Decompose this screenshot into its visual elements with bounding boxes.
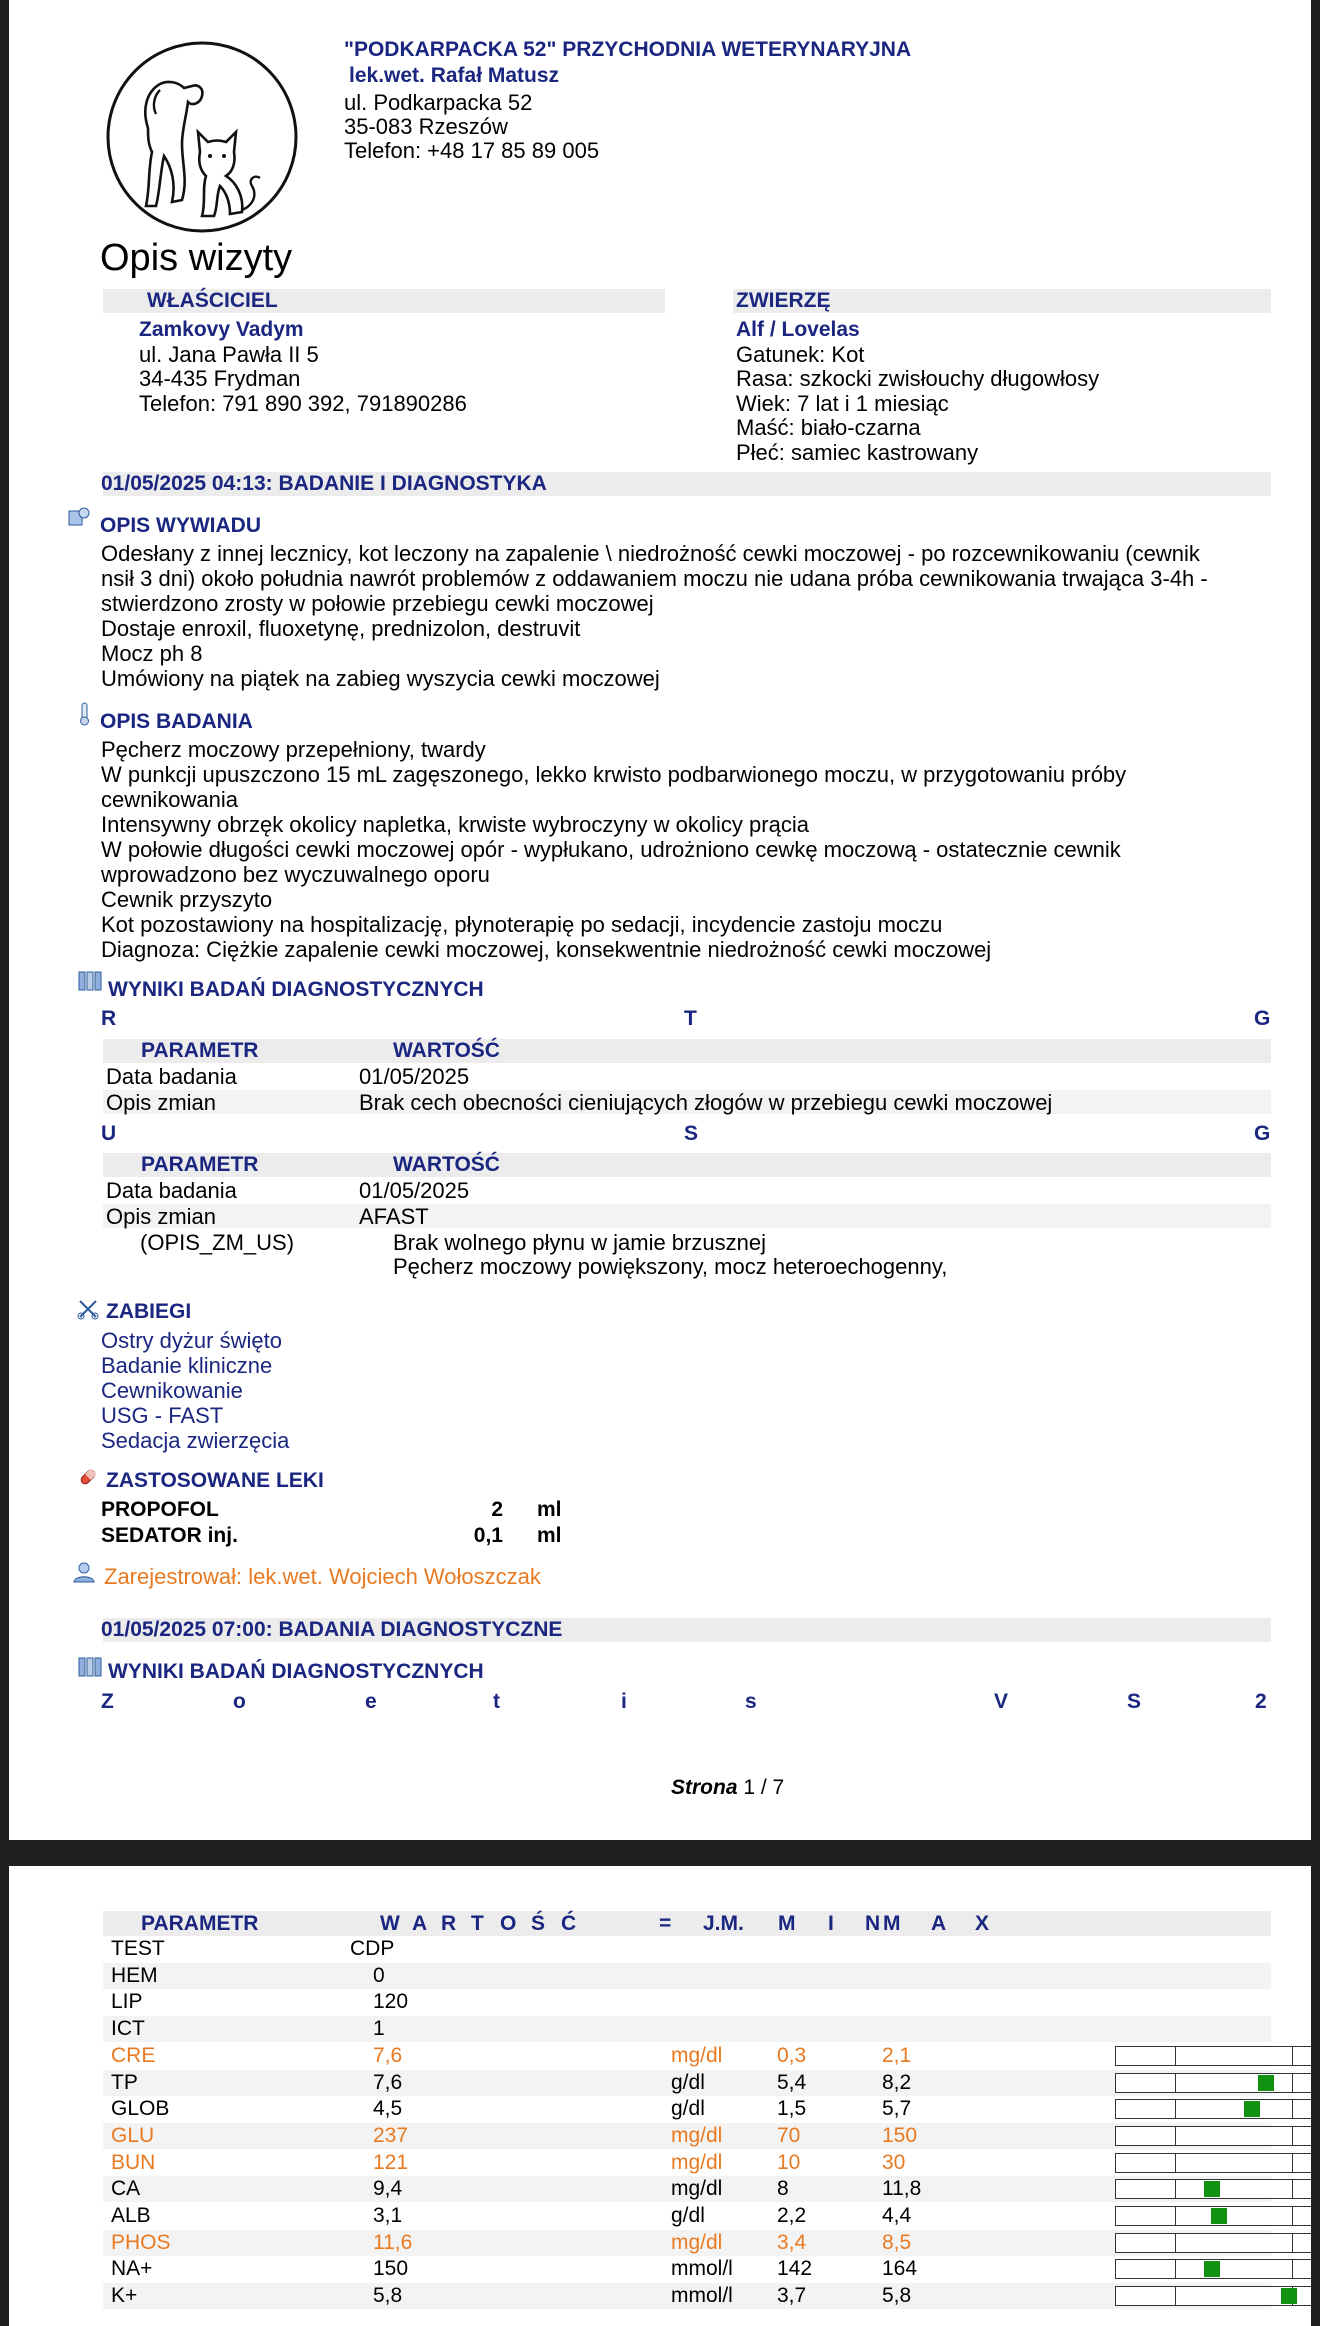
exam-line: Pęcherz moczowy przepełniony, twardy [101,737,486,762]
lab-max: 5,7 [882,2097,912,2121]
history-line: nsił 3 dni) około południa nawrót problemów z oddawaniem moczu nie udana próba cewnikowania trwająca 3-4h - [101,566,1208,591]
clinic-phone: Telefon: +48 17 85 89 005 [344,138,600,163]
lab-unit: mg/dl [671,2177,723,2201]
drug-unit: ml [537,1524,562,1547]
gauge-min-divider [1175,2100,1176,2118]
lab-max: 164 [882,2257,918,2281]
exam-title: OPIS BADANIA [100,710,253,733]
usg-param-date: Data badania [106,1178,237,1203]
gauge-min-divider [1175,2180,1176,2198]
lab-row-glu [103,2123,1271,2149]
zoetis-letter: e [365,1690,377,1713]
gauge-min-divider [1175,2127,1176,2145]
lab-value: 1 [373,2017,385,2041]
report-page-1 [9,0,1311,1840]
exam-line: wprowadzono bez wyczuwalnego oporu [101,862,490,887]
zoetis-letter: V [994,1690,1009,1713]
rtg-col-value: WARTOŚĆ [393,1039,500,1062]
usg-value-date: 01/05/2025 [359,1178,470,1203]
scissors-icon [77,1298,99,1320]
lab-row-glob [103,2096,1271,2122]
lab-col-param: PARAMETR [141,1912,259,1935]
history-line: Dostaje enroxil, fluoxetynę, prednizolon, destruvit [101,616,581,641]
drug-amount: 0,1 [473,1524,503,1547]
exam-line: cewnikowania [101,787,238,812]
animal-color: Maść: biało-czarna [736,415,921,440]
lab-value: 120 [373,1990,409,2014]
lab-col-min-letter: M [778,1912,796,1935]
drug-unit: ml [537,1498,562,1521]
lab-value: 237 [373,2123,409,2147]
lab-row-lip [103,1989,1271,2015]
lab-unit: mmol/l [671,2257,733,2281]
lab-range-gauge [1115,2286,1311,2306]
lab-param: CA [111,2177,141,2201]
lab-row-bun [103,2150,1271,2176]
usg-letter-u: U [101,1122,117,1145]
animal-species: Gatunek: Kot [736,342,865,367]
gauge-marker [1211,2208,1227,2224]
gauge-min-divider [1175,2154,1176,2172]
animal-breed: Rasa: szkocki zwisłouchy długowłosy [736,366,1100,391]
animal-age: Wiek: 7 lat i 1 miesiąc [736,391,949,416]
history-line: Odesłany z innej lecznicy, kot leczony na zapalenie \ niedrożność cewki moczowej - po rozcewnikowaniu (cewnik [101,541,1200,566]
usg-letter-s: S [684,1122,699,1145]
lab-value: CDP [350,1937,395,1960]
lab-param: K+ [111,2284,138,2308]
animal-sex: Płeć: samiec kastrowany [736,440,979,465]
procedures-title: ZABIEGI [106,1300,192,1323]
procedure-item: Badanie kliniczne [101,1353,273,1378]
gauge-min-divider [1175,2260,1176,2278]
lab-min: 142 [777,2257,813,2281]
lab-max: 150 [882,2123,918,2147]
lab-unit: g/dl [671,2097,705,2121]
pill-icon [77,1466,99,1488]
history-title: OPIS WYWIADU [100,514,261,537]
lab-col-max-letter: X [975,1912,990,1935]
lab-param: PHOS [111,2230,171,2254]
lab-min: 3,4 [777,2230,807,2254]
lab-range-gauge [1115,2206,1311,2226]
lab-unit: mg/dl [671,2123,723,2147]
owner-phone: Telefon: 791 890 392, 791890286 [139,391,467,416]
lab-max: 5,8 [882,2284,912,2308]
lab-param: ALB [111,2204,151,2227]
lab-param: GLOB [111,2097,170,2121]
lab-col-max-letter: M [883,1912,901,1935]
gauge-max-divider [1292,2154,1293,2172]
lab-value: 11,6 [373,2230,413,2254]
report-page-2 [9,1866,1311,2326]
usg-value-desc: AFAST [359,1204,429,1229]
owner-city: 34-435 Frydman [139,366,301,391]
lab-min: 2,2 [777,2204,807,2227]
document-title: Opis wizyty [100,237,293,279]
rtg-letter-g: G [1254,1007,1271,1030]
exam-line: Intensywny obrzęk okolicy napletka, krwiste wybroczyny w okolicy prącia [101,812,809,837]
lab-param: LIP [111,1990,143,2014]
exam-line: W połowie długości cewki moczowej opór - wypłukano, udrożniono cewkę moczową - ostatecznie cewnik [101,837,1121,862]
lab-col-value-letter: Ś [531,1912,546,1935]
lab-unit: mg/dl [671,2150,723,2174]
lab-row-k [103,2283,1271,2309]
lab-col-value-letter: O [500,1912,517,1935]
procedure-item: Cewnikowanie [101,1378,243,1403]
lab-unit: mmol/l [671,2284,733,2308]
lab-value: 9,4 [373,2177,403,2201]
gauge-min-divider [1175,2047,1176,2065]
footer-page-number: 1 [743,1776,756,1799]
drug-amount: 2 [491,1498,503,1521]
lab-max: 2,1 [882,2043,912,2067]
lab-row-cre [103,2043,1271,2069]
usg-code: (OPIS_ZM_US) [140,1230,295,1255]
lab-row-ca [103,2176,1271,2202]
lab-param: ICT [111,2017,145,2041]
lab-row-test [103,1936,1271,1962]
gauge-max-divider [1292,2180,1293,2198]
clipboard-icon [67,506,89,528]
rtg-letter-r: R [101,1007,117,1030]
gauge-marker [1204,2181,1220,2197]
gauge-max-divider [1292,2100,1293,2118]
lab-range-gauge [1115,2126,1311,2146]
owner-heading: WŁAŚCICIEL [147,289,278,312]
usg-col-value: WARTOŚĆ [393,1153,500,1176]
lab-col-unit: J.M. [703,1912,744,1935]
history-line: Umówiony na piątek na zabieg wyszycia cewki moczowej [101,666,660,691]
gauge-min-divider [1175,2074,1176,2092]
usg-row-band [103,1204,1271,1228]
lab-min: 5,4 [777,2070,807,2094]
lab-col-eq: = [659,1912,672,1935]
rtg-value-date: 01/05/2025 [359,1064,470,1089]
lab-row-ict [103,2016,1271,2042]
gauge-marker [1258,2075,1274,2091]
results-title: WYNIKI BADAŃ DIAGNOSTYCZNYCH [108,978,484,1001]
footer-strona: Strona [671,1776,738,1799]
lab-max: 8,2 [882,2070,912,2094]
exam-text [101,737,1126,962]
lab-row-hem [103,1963,1271,1989]
zoetis-letter: Z [101,1690,114,1713]
zoetis-letter: o [233,1690,246,1713]
zoetis-letter: t [493,1690,500,1713]
usg-param-desc: Opis zmian [106,1204,217,1229]
clinic-street: ul. Podkarpacka 52 [344,90,533,115]
history-text [101,541,1208,691]
gauge-min-divider [1175,2234,1176,2252]
animal-heading: ZWIERZĘ [736,289,831,312]
gauge-min-divider [1175,2287,1176,2305]
clinic-doctor: lek.wet. Rafał Matusz [349,64,560,87]
lab-col-min-letter: I [828,1912,834,1935]
lab-min: 0,3 [777,2043,807,2067]
lab-range-gauge [1115,2259,1311,2279]
lab-unit: g/dl [671,2070,705,2094]
lab-param: BUN [111,2150,156,2174]
lab-col-value-letter: T [471,1912,484,1935]
gauge-marker [1204,2261,1220,2277]
owner-street: ul. Jana Pawła II 5 [139,342,319,367]
drug-name: SEDATOR inj. [101,1524,238,1547]
animal-name: Alf / Lovelas [736,318,860,341]
lab-param: CRE [111,2043,156,2067]
results-title-2: WYNIKI BADAŃ DIAGNOSTYCZNYCH [108,1660,484,1683]
lab-col-value-letter: W [380,1912,400,1935]
lab-param: GLU [111,2123,155,2147]
lab-range-gauge [1115,2073,1311,2093]
lab-row-phos [103,2230,1271,2256]
gauge-max-divider [1292,2047,1293,2065]
page-footer [671,1775,784,1800]
lab-header-band [103,1911,1271,1936]
rtg-letter-t: T [684,1007,697,1030]
lab-col-value-letter: A [412,1912,428,1935]
lab-row-alb [103,2203,1271,2229]
lab-value: 7,6 [373,2070,403,2094]
rtg-param-desc: Opis zmian [106,1090,217,1115]
lab-min: 8 [777,2177,789,2201]
zoetis-letter: 2 [1255,1690,1267,1713]
procedure-item: Sedacja zwierzęcia [101,1428,290,1453]
gauge-max-divider [1292,2127,1293,2145]
exam-line: Cewnik przyszyto [101,887,273,912]
lab-col-value-letter: Ć [561,1912,577,1935]
gauge-max-divider [1292,2074,1293,2092]
lab-range-gauge [1115,2179,1311,2199]
lab-row-na [103,2256,1271,2282]
test-tubes-icon [77,970,99,992]
gauge-marker [1281,2288,1297,2304]
gauge-min-divider [1175,2207,1176,2225]
lab-param: TEST [111,1937,165,1960]
lab-value: 0 [373,1963,385,1987]
lab-min: 10 [777,2150,801,2174]
test-tubes-icon [77,1656,99,1678]
history-line: stwierdzono zrosty w połowie przebiegu cewki moczowej [101,591,654,616]
zoetis-letter: S [1127,1690,1142,1713]
lab-range-gauge [1115,2153,1311,2173]
owner-name: Zamkovy Vadym [139,318,304,341]
lab-min: 3,7 [777,2284,807,2308]
footer-total: / 7 [760,1776,785,1799]
usg-table-header-band [103,1153,1271,1177]
usg-letter-g: G [1254,1122,1271,1145]
lab-min: 70 [777,2123,801,2147]
exam-line: Kot pozostawiony na hospitalizację, płynoterapię po sedacji, incydencie zastoju moczu [101,912,943,937]
lab-col-max-letter: A [931,1912,947,1935]
rtg-param-date: Data badania [106,1064,237,1089]
history-line: Mocz ph 8 [101,641,203,666]
exam-line: Diagnoza: Ciężkie zapalenie cewki moczowej, konsekwentnie niedrożność cewki moczowej [101,937,992,962]
usg-extra-line: Brak wolnego płynu w jamie brzusznej [393,1230,766,1255]
visit1-header: 01/05/2025 04:13: BADANIE I DIAGNOSTYKA [101,472,547,495]
zoetis-letter: s [745,1690,757,1713]
drug-name: PROPOFOL [101,1498,219,1521]
gauge-max-divider [1292,2207,1293,2225]
exam-line: W punkcji upuszczono 15 mL zagęszonego, lekko krwisto podbarwionego moczu, w przygotowaniu próby [101,762,1127,787]
lab-unit: mg/dl [671,2043,723,2067]
user-doctor-icon [71,1561,93,1583]
lab-value: 7,6 [373,2043,403,2067]
lab-value: 121 [373,2150,409,2174]
lab-unit: mg/dl [671,2230,723,2254]
zoetis-letter: i [621,1690,627,1713]
lab-unit: g/dl [671,2204,705,2227]
rtg-table-header-band [103,1039,1271,1063]
lab-col-value-letter: R [441,1912,457,1935]
lab-value: 3,1 [373,2204,403,2227]
clinic-name: "PODKARPACKA 52" PRZYCHODNIA WETERYNARYJNA [344,38,912,61]
clinic-logo [102,40,302,235]
gauge-max-divider [1292,2234,1293,2252]
lab-range-gauge [1115,2233,1311,2253]
visit2-header: 01/05/2025 07:00: BADANIA DIAGNOSTYCZNE [101,1618,563,1641]
usg-extra-line: Pęcherz moczowy powiększony, mocz heteroechogenny, [393,1254,948,1279]
usg-col-param: PARAMETR [141,1153,259,1176]
lab-range-gauge [1115,2046,1311,2066]
lab-value: 4,5 [373,2097,403,2121]
gauge-marker [1244,2101,1260,2117]
registered-by: Zarejestrował: lek.wet. Wojciech Wołoszczak [104,1564,541,1589]
lab-param: NA+ [111,2257,153,2281]
drugs-title: ZASTOSOWANE LEKI [106,1469,324,1492]
rtg-value-desc: Brak cech obecności cieniujących złogów w przebiegu cewki moczowej [359,1090,1053,1115]
rtg-col-param: PARAMETR [141,1039,259,1062]
gauge-max-divider [1292,2260,1293,2278]
lab-min: 1,5 [777,2097,807,2121]
lab-max: 30 [882,2150,906,2174]
lab-param: TP [111,2070,138,2094]
procedures-list [101,1328,289,1453]
clinic-city: 35-083 Rzeszów [344,114,508,139]
lab-col-min-letter: N [865,1912,881,1935]
lab-param: HEM [111,1963,158,1987]
lab-value: 5,8 [373,2284,403,2308]
lab-range-gauge [1115,2099,1311,2119]
lab-max: 8,5 [882,2230,912,2254]
thermometer-icon [77,702,99,724]
procedure-item: USG - FAST [101,1403,224,1428]
procedure-item: Ostry dyżur święto [101,1328,282,1353]
lab-row-tp [103,2070,1271,2096]
lab-max: 4,4 [882,2204,912,2227]
lab-max: 11,8 [882,2177,922,2201]
lab-value: 150 [373,2257,409,2281]
